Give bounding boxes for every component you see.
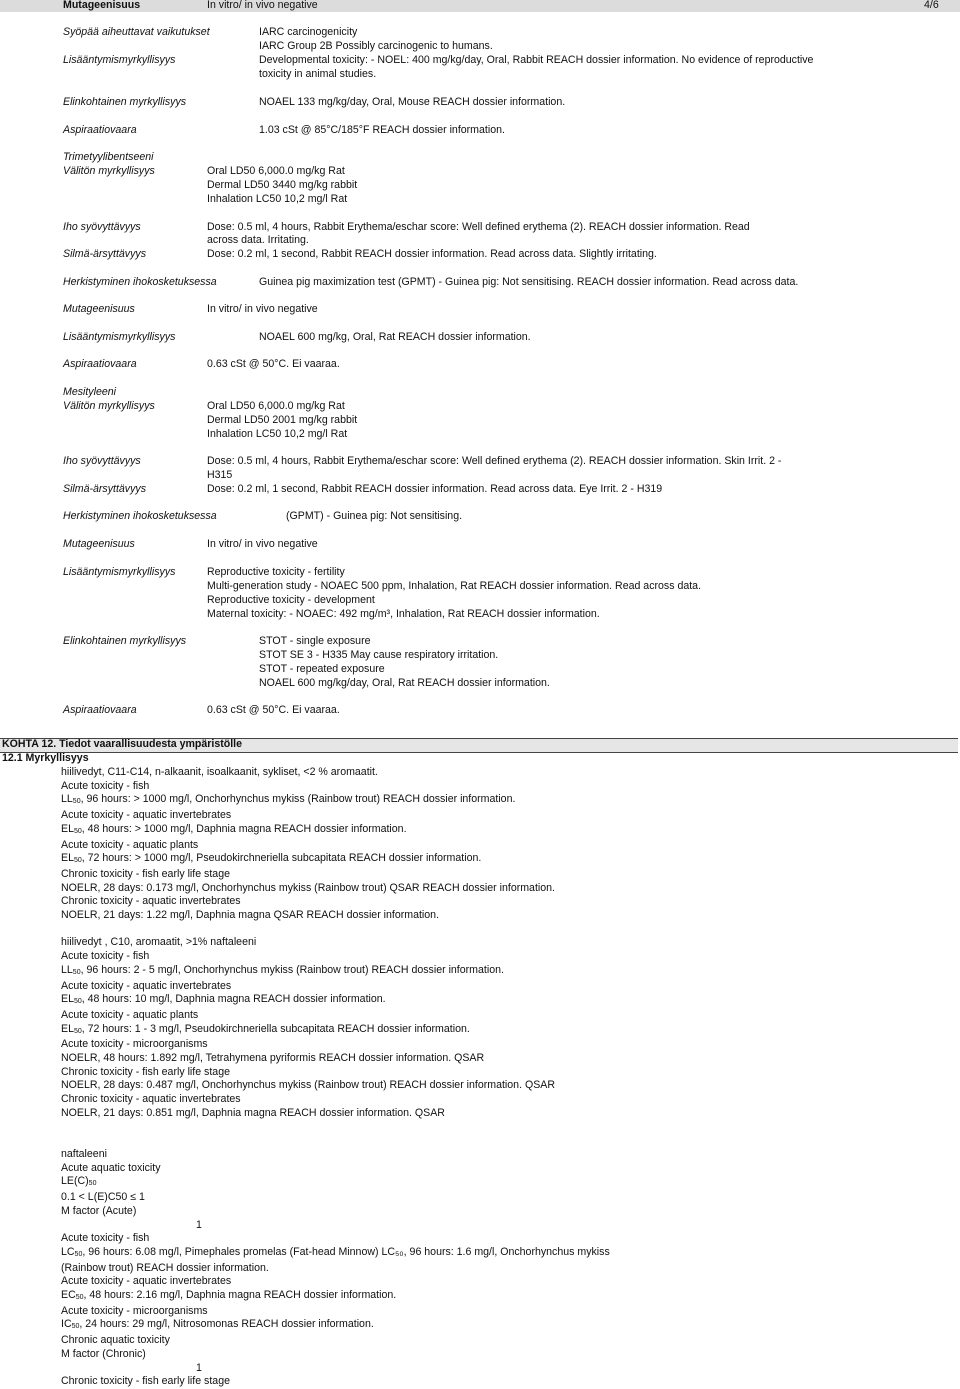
mutagenicity-value: In vitro/ in vivo negative [207, 538, 318, 550]
skin-corrosion-line: Dose: 0.5 ml, 4 hours, Rabbit Erythema/eschar score: Well defined erythema (2). REACH dossier information. Skin Irrit. 2 - [207, 455, 782, 467]
eco-subscript: 50 [88, 1180, 97, 1188]
eco-text: , 96 hours: 2 - 5 mg/l, Onchorhynchus mykiss (Rainbow trout) REACH dossier information. [80, 963, 504, 976]
eco-text: M factor (Acute) [61, 1204, 137, 1217]
stot-label: Elinkohtainen myrkyllisyys [63, 635, 187, 647]
repro-line: Maternal toxicity: - NOAEC: 492 mg/m³, Inhalation, Rat REACH dossier information. [207, 608, 600, 620]
eco-line [61, 1348, 610, 1362]
eco-text: Acute toxicity - aquatic invertebrates [61, 1275, 232, 1288]
eco-line [61, 793, 610, 809]
eco-text: , 48 hours: > 1000 mg/l, Daphnia magna REACH dossier information. [81, 822, 407, 835]
stot-label: Elinkohtainen myrkyllisyys [63, 96, 187, 108]
eco-text: Chronic toxicity - fish early life stage [61, 867, 230, 880]
eco-subscript: 50 [72, 968, 81, 976]
aspiration-value: 1.03 cSt @ 85°C/185°F REACH dossier information. [259, 124, 505, 136]
eco-text: M factor (Chronic) [61, 1347, 146, 1360]
eco-text: Acute toxicity - aquatic invertebrates [61, 979, 232, 992]
eco-text: Chronic toxicity - fish early life stage [61, 1375, 230, 1388]
eco-line [61, 895, 610, 909]
eco-line [61, 1275, 610, 1289]
eco-line [61, 823, 610, 839]
eye-irritation-value: Dose: 0.2 ml, 1 second, Rabbit REACH dossier information. Read across data. Eye Irrit. 2 - H319 [207, 483, 663, 495]
eco-line [61, 1334, 610, 1348]
eco-text: Acute toxicity - fish [61, 1232, 150, 1245]
skin-corrosion-line: across data. Irritating. [207, 234, 309, 246]
section-12-1-title: 12.1 Myrkyllisyys [2, 752, 89, 764]
eco-text: Acute aquatic toxicity [61, 1161, 161, 1174]
eco-line [61, 1191, 610, 1205]
eco-text: Chronic aquatic toxicity [61, 1334, 170, 1347]
eco-line [61, 980, 610, 994]
eco-subscript: 50 [73, 857, 82, 865]
eco-line [61, 1375, 610, 1389]
skin-corrosion-line: Dose: 0.5 ml, 4 hours, Rabbit Erythema/eschar score: Well defined erythema (2). REACH dossier information. Read [207, 221, 750, 233]
eco-text: NOELR, 48 hours: 1.892 mg/l, Tetrahymena pyriformis REACH dossier information. QSAR [61, 1052, 485, 1065]
eco-text: Acute toxicity - fish [61, 779, 150, 792]
eco-line [61, 1134, 610, 1148]
eco-text: , 96 hours: 6.08 mg/l, Pimephales promelas (Fat-head Minnow) LC₅₀, 96 hours: 1.6 mg/l, Onchorhynchus mykiss [82, 1245, 610, 1258]
eco-line [61, 1052, 610, 1066]
sensitisation-label: Herkistyminen ihokosketuksessa [63, 510, 217, 522]
repro-line-2: toxicity in animal studies. [259, 68, 377, 80]
eco-subscript: 50 [71, 1323, 80, 1331]
eco-subscript: 50 [75, 1294, 84, 1302]
acute-tox-line: Dermal LD50 2001 mg/kg rabbit [207, 414, 358, 426]
aspiration-label: Aspiraatiovaara [63, 704, 137, 716]
sensitisation-value: Guinea pig maximization test (GPMT) - Guinea pig: Not sensitising. REACH dossier information. Read across data. [259, 276, 799, 288]
substance-name: Trimetyylibentseeni [63, 151, 154, 163]
repro-line-1: Developmental toxicity: - NOEL: 400 mg/kg/day, Oral, Rabbit REACH dossier information. No evidence of reproductive [259, 54, 814, 66]
eco-line [61, 1219, 610, 1233]
eco-prefix: EL [61, 993, 74, 1006]
aspiration-value: 0.63 cSt @ 50°C. Ei vaaraa. [207, 704, 340, 716]
aspiration-label: Aspiraatiovaara [63, 358, 137, 370]
aspiration-value: 0.63 cSt @ 50°C. Ei vaaraa. [207, 358, 340, 370]
eco-text: Acute toxicity - aquatic plants [61, 838, 199, 851]
eco-line [61, 1289, 610, 1305]
page-header-bar [0, 0, 960, 12]
sensitisation-label: Herkistyminen ihokosketuksessa [63, 276, 217, 288]
eco-text: NOELR, 21 days: 1.22 mg/l, Daphnia magna QSAR REACH dossier information. [61, 909, 440, 922]
eco-prefix: LL [61, 963, 73, 976]
eco-text: 1 [196, 1218, 202, 1231]
acute-tox-label: Välitön myrkyllisyys [63, 400, 155, 412]
eco-line [61, 950, 610, 964]
eco-line [61, 993, 610, 1009]
repro-line: Reproductive toxicity - development [207, 594, 375, 606]
eco-line [61, 1023, 610, 1039]
eco-line [61, 1093, 610, 1107]
eco-text: , 72 hours: > 1000 mg/l, Pseudokirchneriella subcapitata REACH dossier information. [81, 852, 482, 865]
eco-text: , 24 hours: 29 mg/l, Nitrosomonas REACH dossier information. [79, 1318, 374, 1331]
repro-line: Multi-generation study - NOAEC 500 ppm, Inhalation, Rat REACH dossier information. Read across data. [207, 580, 702, 592]
eco-line [61, 964, 610, 980]
repro-line: Reproductive toxicity - fertility [207, 566, 345, 578]
eco-text: NOELR, 28 days: 0.173 mg/l, Onchorhynchus mykiss (Rainbow trout) QSAR REACH dossier information. [61, 881, 555, 894]
eco-line [61, 1175, 610, 1191]
eco-text: Acute toxicity - fish [61, 950, 150, 963]
eco-line [61, 780, 610, 794]
ecotoxicity-list [61, 766, 610, 1389]
eco-line [61, 809, 610, 823]
aspiration-label: Aspiraatiovaara [63, 124, 137, 136]
eco-text: hiilivedyt , C10, aromaatit, >1% naftaleeni [61, 936, 257, 949]
acute-tox-line: Oral LD50 6,000.0 mg/kg Rat [207, 165, 345, 177]
eco-text: Acute toxicity - microorganisms [61, 1304, 208, 1317]
eco-prefix: IC [61, 1318, 72, 1331]
eye-irritation-label: Silmä-ärsyttävyys [63, 483, 146, 495]
stot-line: STOT - single exposure [259, 635, 371, 647]
eco-line [61, 909, 610, 923]
eco-text: Acute toxicity - aquatic plants [61, 1008, 199, 1021]
mutagenicity-label: Mutageenisuus [63, 303, 135, 315]
eco-text: (Rainbow trout) REACH dossier information. [61, 1261, 269, 1274]
substance-name: Mesityleeni [63, 386, 116, 398]
eco-text: Acute toxicity - microorganisms [61, 1038, 208, 1051]
eco-text: naftaleeni [61, 1147, 107, 1160]
acute-tox-line: Inhalation LC50 10,2 mg/l Rat [207, 193, 348, 205]
stot-line: STOT SE 3 - H335 May cause respiratory irritation. [259, 649, 499, 661]
eco-line [61, 1121, 610, 1135]
eco-prefix: LL [61, 793, 73, 806]
skin-corrosion-label: Iho syövyttävyys [63, 455, 141, 467]
stot-value: NOAEL 133 mg/kg/day, Oral, Mouse REACH dossier information. [259, 96, 566, 108]
eco-text: , 72 hours: 1 - 3 mg/l, Pseudokirchneriella subcapitata REACH dossier information. [81, 1022, 470, 1035]
skin-corrosion-label: Iho syövyttävyys [63, 221, 141, 233]
eco-text: , 48 hours: 10 mg/l, Daphnia magna REACH dossier information. [81, 993, 386, 1006]
repro-label: Lisääntymismyrkyllisyys [63, 54, 176, 66]
eco-text: 1 [196, 1361, 202, 1374]
eco-prefix: LC [61, 1245, 75, 1258]
mutagenicity-value: In vitro/ in vivo negative [207, 303, 318, 315]
eco-text: Chronic toxicity - fish early life stage [61, 1065, 230, 1078]
eco-subscript: 50 [72, 798, 81, 806]
eco-prefix: EC [61, 1289, 76, 1302]
eco-subscript: 50 [73, 827, 82, 835]
eco-line [61, 1038, 610, 1052]
eco-line [61, 1205, 610, 1219]
carc-line-2: IARC Group 2B Possibly carcinogenic to humans. [259, 40, 493, 52]
eco-line [61, 1318, 610, 1334]
eco-line [61, 1148, 610, 1162]
eco-text: NOELR, 28 days: 0.487 mg/l, Onchorhynchus mykiss (Rainbow trout) REACH dossier information. QSAR [61, 1079, 555, 1092]
eco-line [61, 1362, 610, 1376]
stot-line: NOAEL 600 mg/kg/day, Oral, Rat REACH dossier information. [259, 677, 550, 689]
eco-line [61, 1305, 610, 1319]
repro-label: Lisääntymismyrkyllisyys [63, 331, 176, 343]
eco-text: Acute toxicity - aquatic invertebrates [61, 809, 232, 822]
eye-irritation-value: Dose: 0.2 ml, 1 second, Rabbit REACH dossier information. Read across data. Slightly irritating. [207, 248, 657, 260]
eco-line [61, 839, 610, 853]
header-middle: In vitro/ in vivo negative [207, 0, 318, 11]
acute-tox-label: Välitön myrkyllisyys [63, 165, 155, 177]
page-number: 4/6 [924, 0, 939, 11]
eco-line [61, 923, 610, 937]
eco-text: 0.1 < L(E)C50 ≤ 1 [61, 1191, 145, 1204]
acute-tox-line: Dermal LD50 3440 mg/kg rabbit [207, 179, 358, 191]
eco-line [61, 1232, 610, 1246]
eco-text: hiilivedyt, C11-C14, n-alkaanit, isoalkaanit, sykliset, <2 % aromaatit. [61, 766, 378, 778]
eco-text: , 96 hours: > 1000 mg/l, Onchorhynchus mykiss (Rainbow trout) REACH dossier information. [80, 793, 516, 806]
eco-line [61, 936, 610, 950]
eco-prefix: EL [61, 822, 74, 835]
repro-label: Lisääntymismyrkyllisyys [63, 566, 176, 578]
eco-line [61, 766, 610, 780]
section-12-header [0, 738, 958, 753]
eco-line [61, 1107, 610, 1121]
eco-line [61, 1009, 610, 1023]
stot-line: STOT - repeated exposure [259, 663, 385, 675]
eco-line [61, 1162, 610, 1176]
skin-corrosion-line: H315 [207, 469, 233, 481]
eco-prefix: LE(C) [61, 1175, 89, 1188]
eco-subscript: 50 [74, 1250, 83, 1258]
eco-text: , 48 hours: 2.16 mg/l, Daphnia magna REACH dossier information. [83, 1289, 397, 1302]
eye-irritation-label: Silmä-ärsyttävyys [63, 248, 146, 260]
acute-tox-line: Inhalation LC50 10,2 mg/l Rat [207, 428, 348, 440]
eco-line [61, 1246, 610, 1262]
header-left: Mutageenisuus [63, 0, 141, 11]
eco-subscript: 50 [73, 998, 82, 1006]
repro-value: NOAEL 600 mg/kg, Oral, Rat REACH dossier information. [259, 331, 531, 343]
section-12-title: KOHTA 12. Tiedot vaarallisuudesta ympäristölle [2, 738, 243, 750]
eco-line [61, 1079, 610, 1093]
eco-subscript: 50 [73, 1027, 82, 1035]
eco-text: Chronic toxicity - aquatic invertebrates [61, 1093, 241, 1106]
mutagenicity-label: Mutageenisuus [63, 538, 135, 550]
carc-line-1: IARC carcinogenicity [259, 26, 358, 38]
eco-line [61, 868, 610, 882]
eco-line [61, 852, 610, 868]
sensitisation-value: (GPMT) - Guinea pig: Not sensitising. [286, 510, 463, 522]
eco-line [61, 1262, 610, 1276]
eco-line [61, 882, 610, 896]
eco-text: Chronic toxicity - aquatic invertebrates [61, 895, 241, 908]
carc-label: Syöpää aiheuttavat vaikutukset [63, 26, 210, 38]
eco-text: NOELR, 21 days: 0.851 mg/l, Daphnia magna REACH dossier information. QSAR [61, 1106, 445, 1119]
eco-prefix: EL [61, 852, 74, 865]
eco-prefix: EL [61, 1022, 74, 1035]
acute-tox-line: Oral LD50 6,000.0 mg/kg Rat [207, 400, 345, 412]
eco-line [61, 1066, 610, 1080]
